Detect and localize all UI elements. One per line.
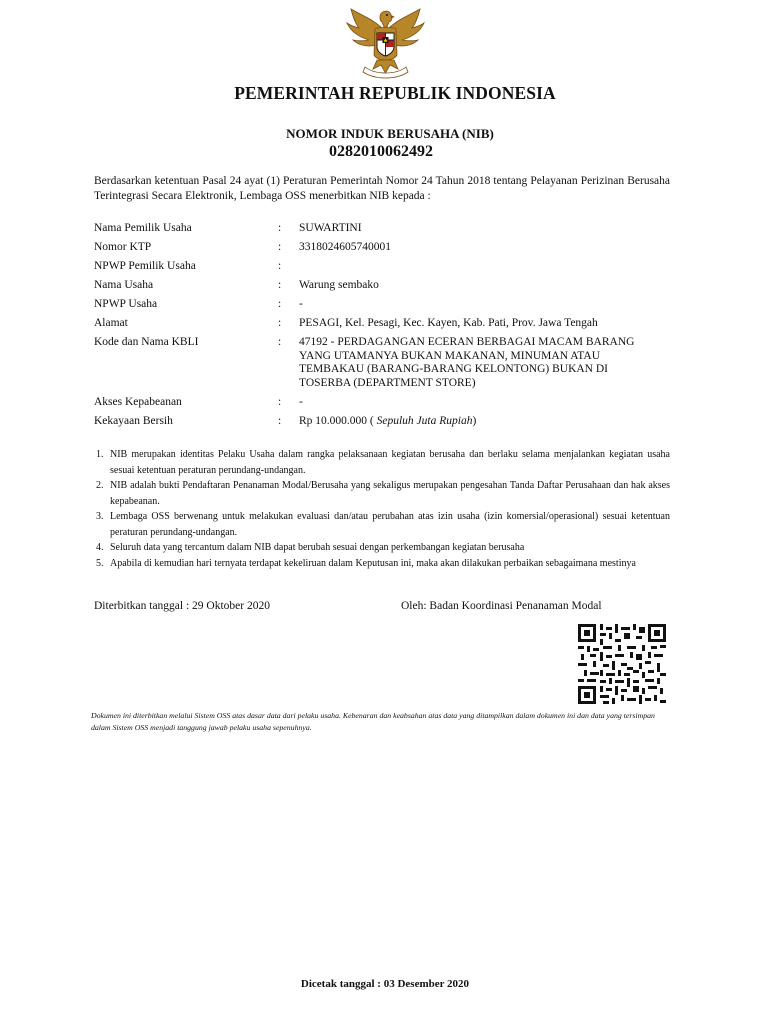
field-value: - <box>299 396 303 408</box>
field-value <box>299 415 677 429</box>
net-worth-close: ) <box>472 415 477 427</box>
note-item <box>94 556 670 572</box>
intro-paragraph: Berdasarkan ketentuan Pasal 24 ayat (1) Peraturan Pemerintah Nomor 24 Tahun 2018 tentang Pelayanan Perizinan Berusaha Terintegrasi Secara Elektronik, Lembaga OSS menerbitkan NIB kepada : <box>94 175 670 202</box>
field-label: Alamat <box>94 317 128 329</box>
note-item <box>94 478 670 509</box>
field-value: Warung sembako <box>299 279 379 291</box>
field-label: Akses Kepabeanan <box>94 396 182 408</box>
note-text: Lembaga OSS berwenang untuk melakukan evaluasi dan/atau perubahan atas izin usaha (izin komersial/operasional) sesuai ketentuan peraturan perundang-undangan. <box>110 511 670 538</box>
note-number: 1. <box>96 449 104 460</box>
field-separator: : <box>278 260 282 272</box>
issued-date: Diterbitkan tanggal : 29 Oktober 2020 <box>94 600 270 612</box>
note-number: 2. <box>96 480 104 491</box>
net-worth-words: Sepuluh Juta Rupiah <box>373 415 473 427</box>
field-value: PESAGI, Kel. Pesagi, Kec. Kayen, Kab. Pati, Prov. Jawa Tengah <box>299 317 598 329</box>
field-separator: : <box>278 317 282 329</box>
notes-list <box>94 447 670 571</box>
garuda-emblem-icon <box>343 5 428 80</box>
field-value: 3318024605740001 <box>299 241 391 253</box>
issuer: Oleh: Badan Koordinasi Penanaman Modal <box>401 600 602 612</box>
field-separator: : <box>278 336 282 348</box>
field-separator: : <box>278 415 282 427</box>
printed-date: Dicetak tanggal : 03 Desember 2020 <box>300 978 470 990</box>
field-label: Nomor KTP <box>94 241 152 253</box>
field-label: Kode dan Nama KBLI <box>94 336 199 348</box>
kbli-line: 47192 - PERDAGANGAN ECERAN BERBAGAI MACAM BARANG <box>299 336 635 348</box>
field-label: Nama Pemilik Usaha <box>94 222 192 234</box>
net-worth-amount: Rp 10.000.000 ( <box>299 415 374 427</box>
government-title: PEMERINTAH REPUBLIK INDONESIA <box>234 83 556 103</box>
note-item <box>94 509 670 540</box>
field-value: - <box>299 298 303 310</box>
note-number: 4. <box>96 542 104 553</box>
note-number: 3. <box>96 511 104 522</box>
kbli-line: TEMBAKAU (BARANG-BARANG KELONTONG) BUKAN DI <box>299 363 608 375</box>
field-separator: : <box>278 241 282 253</box>
disclaimer: Dokumen ini diterbitkan melalui Sistem OSS atas dasar data dari pelaku usaha. Kebenaran dan keabsahan atas data yang ditampilkan dalam dokumen ini dan data yang tersimpan dalam Sistem OSS menjadi tanggung jawab pelaku usaha sepenuhnya. <box>91 711 655 732</box>
field-value: SUWARTINI <box>299 222 362 234</box>
note-text: NIB adalah bukti Pendaftaran Penanaman Modal/Berusaha yang sekaligus merupakan pengesahan Tanda Daftar Perusahaan dan hak akses kepabeanan. <box>110 480 670 507</box>
nib-number: 0282010062492 <box>329 143 433 160</box>
field-label: Kekayaan Bersih <box>94 415 173 427</box>
qr-code-icon <box>578 624 666 704</box>
field-separator: : <box>278 279 282 291</box>
field-separator: : <box>278 222 282 234</box>
field-label: NPWP Usaha <box>94 298 158 310</box>
note-text: NIB merupakan identitas Pelaku Usaha dalam rangka pelaksanaan kegiatan berusaha dan berlaku selama menjalankan kegiatan usaha sesuai ketentuan peraturan perundang-undangan. <box>110 449 670 476</box>
field-value-kbli <box>299 336 677 390</box>
field-separator: : <box>278 298 282 310</box>
field-label: Nama Usaha <box>94 279 154 291</box>
note-item <box>94 447 670 478</box>
note-number: 5. <box>96 557 104 569</box>
field-separator: : <box>278 396 282 408</box>
field-label: NPWP Pemilik Usaha <box>94 260 196 272</box>
document-label: NOMOR INDUK BERUSAHA (NIB) <box>286 126 494 141</box>
note-text: Seluruh data yang tercantum dalam NIB dapat berubah sesuai dengan perkembangan kegiatan berusaha <box>110 542 525 553</box>
note-item <box>94 540 670 556</box>
note-text: Apabila di kemudian hari ternyata terdapat kekeliruan dalam Keputusan ini, maka akan dilakukan perbaikan sebagaimana mestinya <box>110 557 636 569</box>
kbli-line: YANG UTAMANYA BUKAN MAKANAN, MINUMAN ATAU <box>299 349 600 362</box>
kbli-line: TOSERBA (DEPARTMENT STORE) <box>299 376 476 389</box>
